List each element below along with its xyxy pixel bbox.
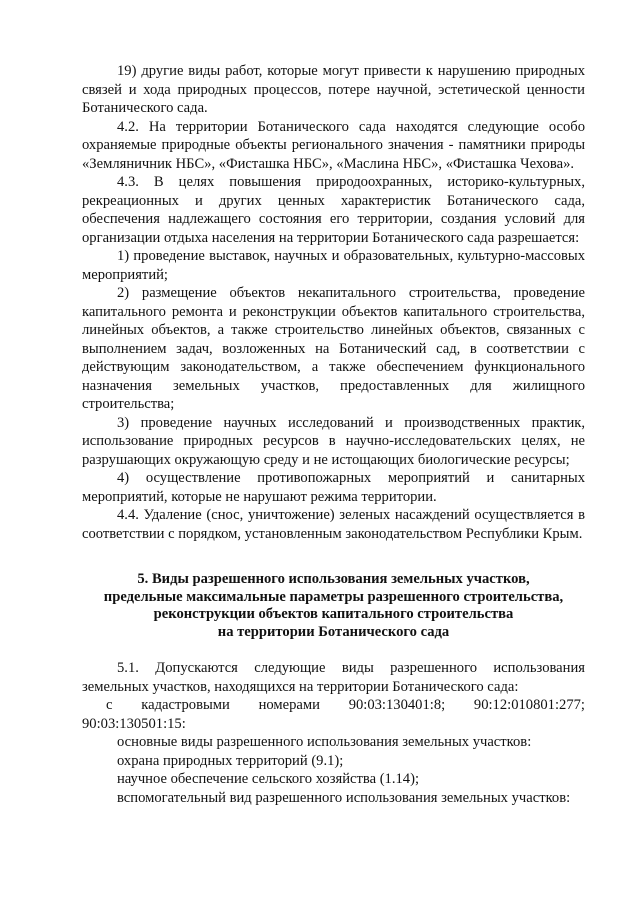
- cadastral-word-numbers: номерами: [258, 697, 320, 714]
- heading-line-3: реконструкции объектов капитального строительства: [153, 606, 514, 623]
- paragraph-item-1-exhibitions: 1) проведение выставок, научных и образовательных, культурно-массовых мероприятий;: [82, 248, 585, 283]
- heading-line-1: 5. Виды разрешенного использования земельных участков,: [137, 571, 530, 587]
- paragraph-19-other-works: 19) другие виды работ, которые могут привести к нарушению природных связей и хода природных процессов, потере научной, эстетической ценности Ботанического сада.: [82, 63, 585, 116]
- cadastral-number-2: 90:12:010801:277;: [473, 697, 585, 714]
- cadastral-numbers-line: [82, 696, 585, 715]
- section-5-heading: [82, 571, 585, 641]
- cadastral-word-with: с: [106, 697, 113, 714]
- line-scientific-agriculture: научное обеспечение сельского хозяйства (1.14);: [117, 771, 420, 788]
- paragraph-4-2-natural-objects: 4.2. На территории Ботанического сада находятся следующие особо охраняемые природные объекты регионального значения - памятники природы «Земляничник НБС», «Фисташка НБС», «Маслина НБС», «Фисташка Чехова».: [82, 118, 585, 172]
- heading-line-4: на территории Ботанического сада: [217, 623, 450, 640]
- page-body: [82, 62, 585, 807]
- line-nature-protection: охрана природных территорий (9.1);: [117, 752, 344, 769]
- paragraph-item-2-construction: 2) размещение объектов некапитального строительства, проведение капитального ремонта и реконструкции объектов капитального строительства, линейных объектов, а также строительство линейных объектов, связанных с выполнением задач, возложенных на Ботанический сад, в соответствии с действующим законодательством, а также обеспечением функционального назначения земельных участков, предоставленных для жилищного строительства;: [82, 285, 585, 412]
- paragraph-4-3-permitted: 4.3. В целях повышения природоохранных, историко-культурных, рекреационных и других ценных характеристик Ботанического сада, обеспечения надлежащего состояния его территории, создания условий для организации отдыха населения на территории Ботанического сада разрешается:: [82, 174, 585, 246]
- line-main-use-types: основные виды разрешенного использования земельных участков:: [117, 734, 532, 751]
- line-auxiliary-use-type: вспомогательный вид разрешенного использования земельных участков:: [117, 789, 571, 806]
- paragraph-item-4-fire-safety: 4) осуществление противопожарных мероприятий и санитарных мероприятий, которые не нарушают режима территории.: [82, 470, 585, 505]
- heading-line-2: предельные максимальные параметры разрешенного строительства,: [103, 588, 564, 605]
- cadastral-number-1: 90:03:130401:8;: [348, 697, 446, 714]
- cadastral-number-3: 90:03:130501:15:: [82, 715, 186, 732]
- paragraph-5-1-permitted-uses: 5.1. Допускаются следующие виды разрешенного использования земельных участков, находящихся на территории Ботанического сада:: [82, 660, 585, 695]
- cadastral-word-cadastral: кадастровыми: [141, 697, 230, 714]
- paragraph-4-4-green-removal: 4.4. Удаление (снос, уничтожение) зеленых насаждений осуществляется в соответствии с порядком, установленным законодательством Республики Крым.: [82, 507, 585, 542]
- paragraph-item-3-research: 3) проведение научных исследований и производственных практик, использование природных ресурсов в научно-исследовательских целях, не разрушающих окружающую среду и не истощающих биологические ресурсы;: [82, 414, 585, 468]
